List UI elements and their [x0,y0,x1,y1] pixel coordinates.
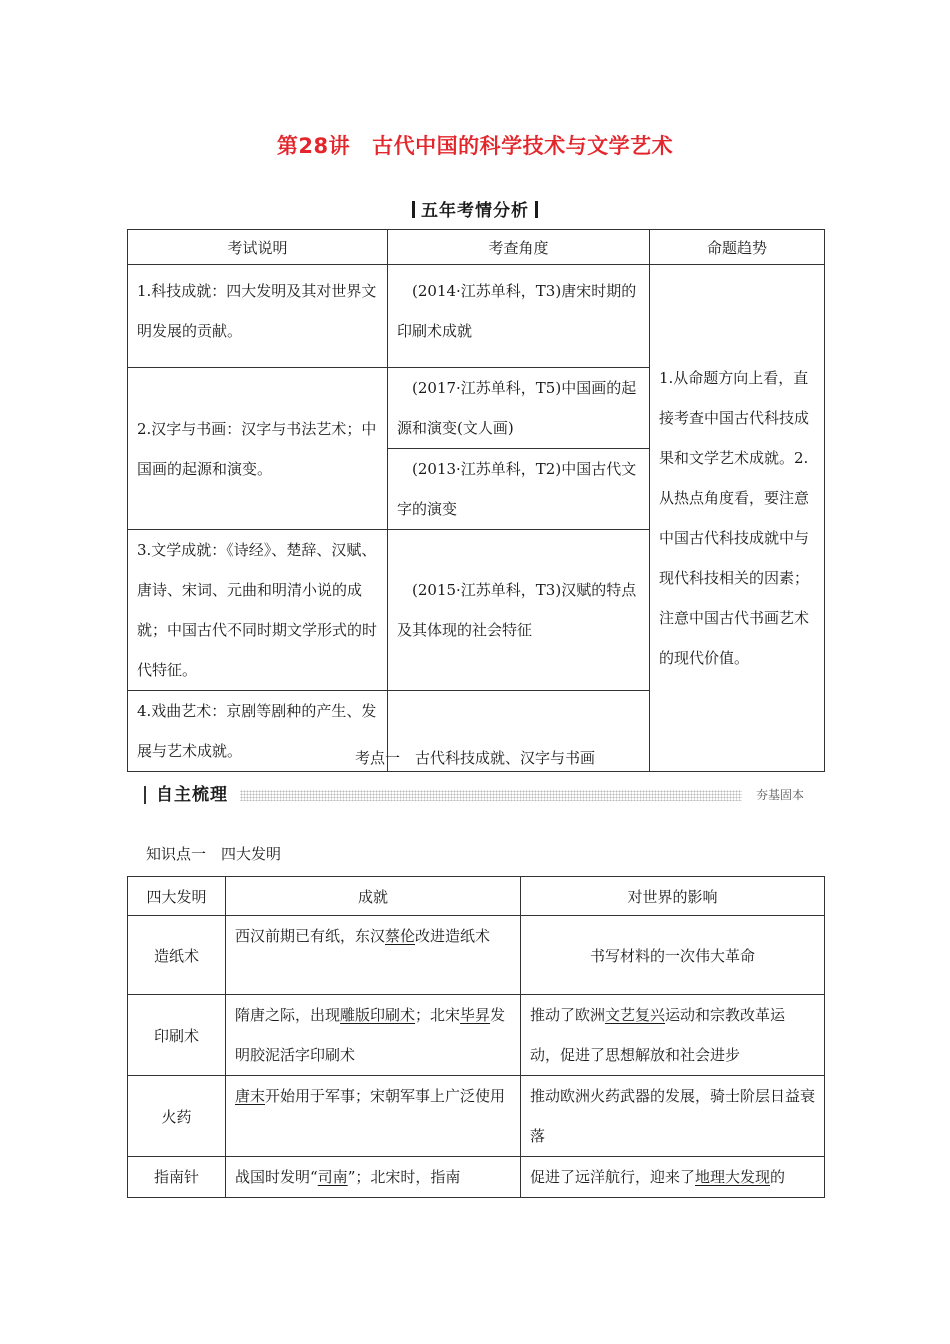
heading-bar-left [412,201,415,218]
invention-name: 火药 [128,1076,226,1157]
impact-text: 书写材料的一次伟大革命 [589,946,755,965]
key-term: 雕版印刷术 [340,1006,416,1024]
exam-desc: 1.科技成就：四大发明及其对世界文明发展的贡献。 [137,282,377,340]
table-row [128,916,825,995]
section-heading-text: 五年考情分析 [421,201,529,221]
lecture-topic: 古代中国的科学技术与文学艺术 [372,134,674,158]
table-header-row [128,877,825,916]
key-term: 司南 [317,1168,348,1186]
invention-name: 造纸术 [128,916,226,995]
heading-bar-right [535,201,538,218]
lecture-number: 第28讲 [276,134,351,158]
exam-point-title: 考点一 古代科技成就、汉字与书画 [354,749,595,767]
banner-bar [144,786,146,804]
key-term: 唐末 [235,1087,266,1105]
key-term: 毕昇 [460,1006,491,1024]
impact-text: 推动欧洲火药武器的发展，骑士阶层日益衰落 [530,1087,816,1145]
header-trend: 命题趋势 [650,230,825,265]
exam-angle: (2014·江苏单科，T3)唐宋时期的印刷术成就 [397,282,637,340]
exam-desc: 2.汉字与书画：汉字与书法艺术；中国画的起源和演变。 [137,419,377,478]
banner-dots [240,790,742,801]
section-heading [0,196,950,221]
table-row [128,995,825,1076]
impact-text: 促进了远洋航行，迎来了地理大发现的 [530,1168,786,1186]
achievement-text: 隋唐之际，出现雕版印刷术；北宋毕昇发明胶泥活字印刷术 [235,1006,506,1064]
key-term: 地理大发现 [695,1168,771,1186]
table-row [128,1076,825,1157]
trend-text: 1.从命题方向上看，直接考查中国古代科技成果和文学艺术成就。2.从热点角度看，要注意中国古代科技成就中与现代科技相关的因素；注意中国古代书画艺术的现代价值。 [659,369,810,667]
invention-name: 印刷术 [128,995,226,1076]
header-invention: 四大发明 [128,877,226,916]
exam-angle: (2015·江苏单科，T3)汉赋的特点及其体现的社会特征 [397,581,637,639]
header-achievement: 成就 [226,877,521,916]
invention-name: 指南针 [128,1157,226,1198]
header-exam-desc: 考试说明 [128,230,388,265]
exam-analysis-table [127,229,825,772]
table-header-row [128,230,825,265]
achievement-text: 唐末开始用于军事；宋朝军事上广泛使用 [235,1087,506,1105]
impact-text: 推动了欧洲文艺复兴运动和宗教改革运动，促进了思想解放和社会进步 [530,1006,786,1064]
table-row [128,1157,825,1198]
achievement-text: 战国时发明“司南”；北宋时，指南 [235,1168,461,1186]
table-row [128,265,825,368]
inventions-table [127,876,825,1198]
key-term: 蔡伦 [385,927,416,945]
exam-angle: (2017·江苏单科，T5)中国画的起源和演变(文人画) [397,379,637,437]
exam-desc: 3.文学成就：《诗经》、楚辞、汉赋、唐诗、宋词、元曲和明清小说的成就；中国古代不同时期文学形式的时代特征。 [137,541,378,679]
self-study-tag: 夯基固本 [755,788,804,802]
header-exam-angle: 考查角度 [388,230,650,265]
exam-angle [388,691,649,703]
achievement-text: 西汉前期已有纸，东汉蔡伦改进造纸术 [235,927,491,945]
exam-angle: (2013·江苏单科，T2)中国古代文字的演变 [397,460,637,518]
header-impact: 对世界的影响 [521,877,825,916]
self-study-label: 自主梳理 [156,785,228,805]
exam-desc: 4.戏曲艺术：京剧等剧种的产生、发展与艺术成就。 [137,702,377,760]
key-term: 文艺复兴 [605,1006,666,1024]
knowledge-point-title: 知识点一 四大发明 [146,845,282,863]
self-study-banner [144,783,812,807]
lecture-title [0,130,950,160]
